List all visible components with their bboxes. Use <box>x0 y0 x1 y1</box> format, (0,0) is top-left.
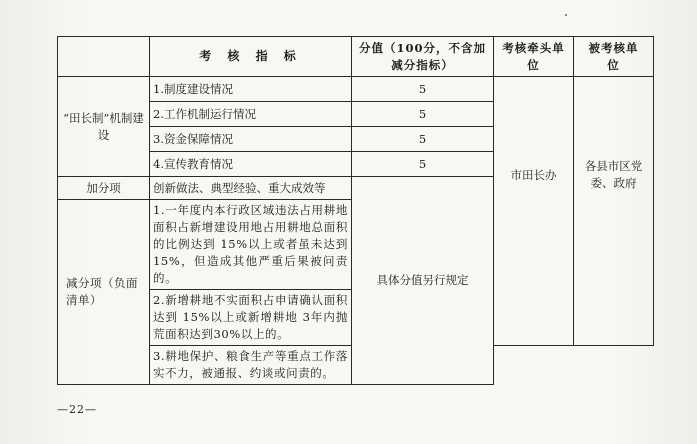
header-row <box>58 37 654 77</box>
header-assessed-unit: 被考核单位 <box>574 37 654 77</box>
score-cell: 5 <box>352 127 494 152</box>
deduction-label: 减分项（负面清单） <box>58 200 150 385</box>
page-number: —22— <box>57 403 97 416</box>
score-rule-cell: 具体分值另行规定 <box>352 177 494 385</box>
header-score: 分值（100分，不含加减分指标） <box>352 37 494 77</box>
bonus-label: 加分项 <box>58 177 150 200</box>
deduction-indicator: 2.新增耕地不实面积占申请确认面积达到 15%以上或新增耕地 3年内抛荒面积达到30%以上的。 <box>150 290 352 346</box>
header-lead-unit: 考核牵头单位 <box>494 37 574 77</box>
assessed-unit-cell: 各县市区党委、政府 <box>574 77 654 346</box>
indicator-cell: 3.资金保障情况 <box>150 127 352 152</box>
indicator-cell: 1.制度建设情况 <box>150 77 352 102</box>
bonus-indicator: 创新做法、典型经验、重大成效等 <box>150 177 352 200</box>
lead-unit-cell: 市田长办 <box>494 77 574 346</box>
deduction-indicator: 1.一年度内本行政区域违法占用耕地面积占新增建设用地占用耕地总面积的比例达到 15%以上或者虽未达到 15%，但造成其他严重后果被问责的。 <box>150 200 352 290</box>
group-label-tianzhang: “田长制”机制建设 <box>58 77 150 177</box>
score-cell: 5 <box>352 77 494 102</box>
header-indicator: 考 核 指 标 <box>150 37 352 77</box>
score-cell: 5 <box>352 102 494 127</box>
indicator-cell: 2.工作机制运行情况 <box>150 102 352 127</box>
indicator-cell: 4.宣传教育情况 <box>150 152 352 177</box>
header-blank <box>58 37 150 77</box>
score-cell: 5 <box>352 152 494 177</box>
deduction-indicator: 3.耕地保护、粮食生产等重点工作落实不力，被通报、约谈或问责的。 <box>150 346 352 385</box>
assessment-table <box>57 36 654 385</box>
scan-speck <box>565 14 567 16</box>
table-row <box>58 77 654 102</box>
